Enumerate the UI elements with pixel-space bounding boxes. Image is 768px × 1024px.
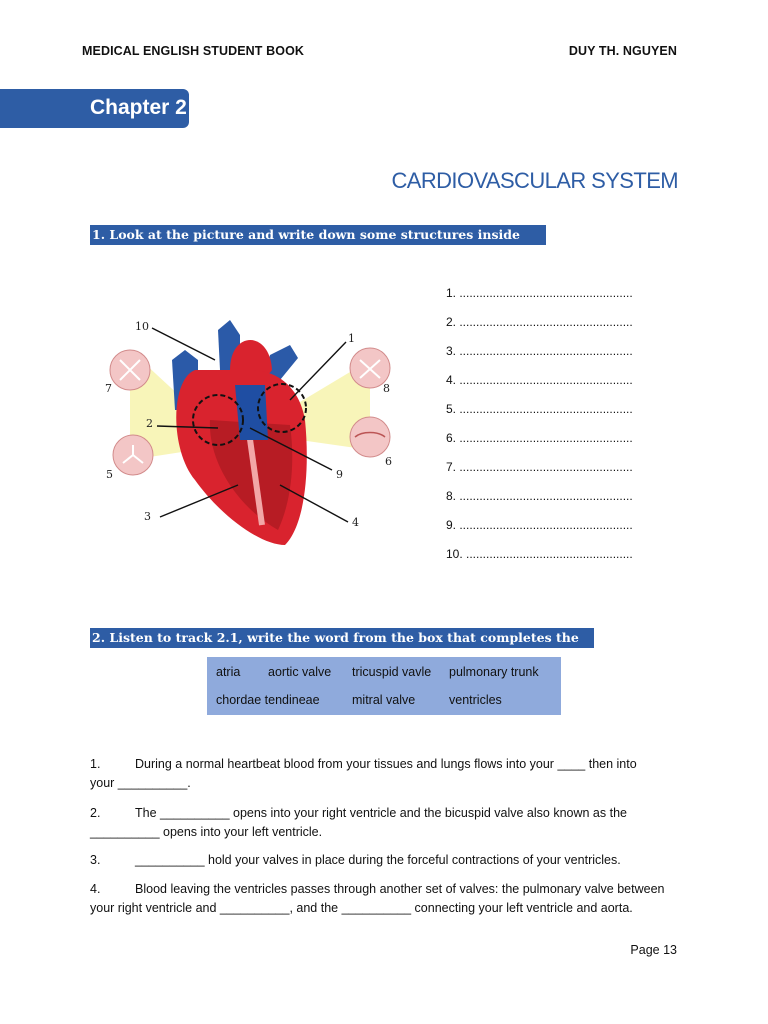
answer-line[interactable]: 6. ....................................................: [446, 431, 633, 445]
answer-line[interactable]: 9. ....................................................: [446, 518, 633, 532]
page-number: Page 13: [630, 943, 677, 957]
question-4: 4. Blood leaving the ventricles passes through another set of valves: the pulmonary valve between your right ventricle and __________, and the __________ connecting your left ventricle and aorta.: [90, 882, 665, 915]
heart-label-3: 3: [144, 510, 151, 523]
word-pulmonary-trunk: pulmonary trunk: [449, 665, 539, 679]
heart-label-2: 2: [146, 417, 153, 430]
word-tricuspid: tricuspid vavle: [352, 665, 432, 679]
question-2: 2. The __________ opens into your right ventricle and the bicuspid valve also known as the __________ opens into your left ventricle.: [90, 806, 627, 839]
word-chordae: chordae tendineae: [216, 693, 320, 707]
heart-label-6: 6: [385, 455, 392, 468]
section1-heading: 1. Look at the picture and write down some structures inside the heart: [90, 225, 546, 245]
answer-line[interactable]: 1. ....................................................: [446, 286, 633, 300]
word-atria: atria: [216, 665, 241, 679]
heart-label-4: 4: [352, 516, 359, 529]
heart-label-10: 10: [135, 320, 149, 333]
answer-line[interactable]: 2. ....................................................: [446, 315, 633, 329]
answer-line[interactable]: 7. ....................................................: [446, 460, 633, 474]
answer-line[interactable]: 4. ....................................................: [446, 373, 633, 387]
heart-label-7: 7: [105, 382, 112, 395]
heart-label-1: 1: [348, 332, 355, 345]
author-name: DUY TH. NGUYEN: [568, 44, 677, 58]
heart-label-8: 8: [383, 382, 390, 395]
answer-line[interactable]: 3. ....................................................: [446, 344, 633, 358]
heart-diagram: [100, 300, 400, 550]
word-ventricles: ventricles: [449, 693, 502, 707]
question-1: 1. During a normal heartbeat blood from your tissues and lungs flows into your ____ then into your __________.: [90, 757, 637, 790]
heart-label-9: 9: [336, 468, 343, 481]
answer-line[interactable]: 8. ....................................................: [446, 489, 633, 503]
chapter-tab: Chapter 2: [0, 89, 189, 128]
chapter-title: CARDIOVASCULAR SYSTEM: [391, 168, 678, 193]
word-mitral-valve: mitral valve: [352, 693, 416, 707]
question-3: 3. __________ hold your valves in place during the forceful contractions of your ventricles.: [90, 853, 621, 867]
word-box: [207, 657, 561, 715]
answer-blanks: [446, 284, 633, 574]
word-aortic-valve: aortic valve: [268, 665, 332, 679]
heart-label-5: 5: [106, 468, 113, 481]
answer-line[interactable]: 10. ..................................................: [446, 547, 633, 561]
section2-heading: 2. Listen to track 2.1, write the word from the box that completes the sentence: [90, 628, 594, 648]
book-title: MEDICAL ENGLISH STUDENT BOOK: [82, 44, 305, 58]
answer-line[interactable]: 5. ....................................................: [446, 402, 633, 416]
